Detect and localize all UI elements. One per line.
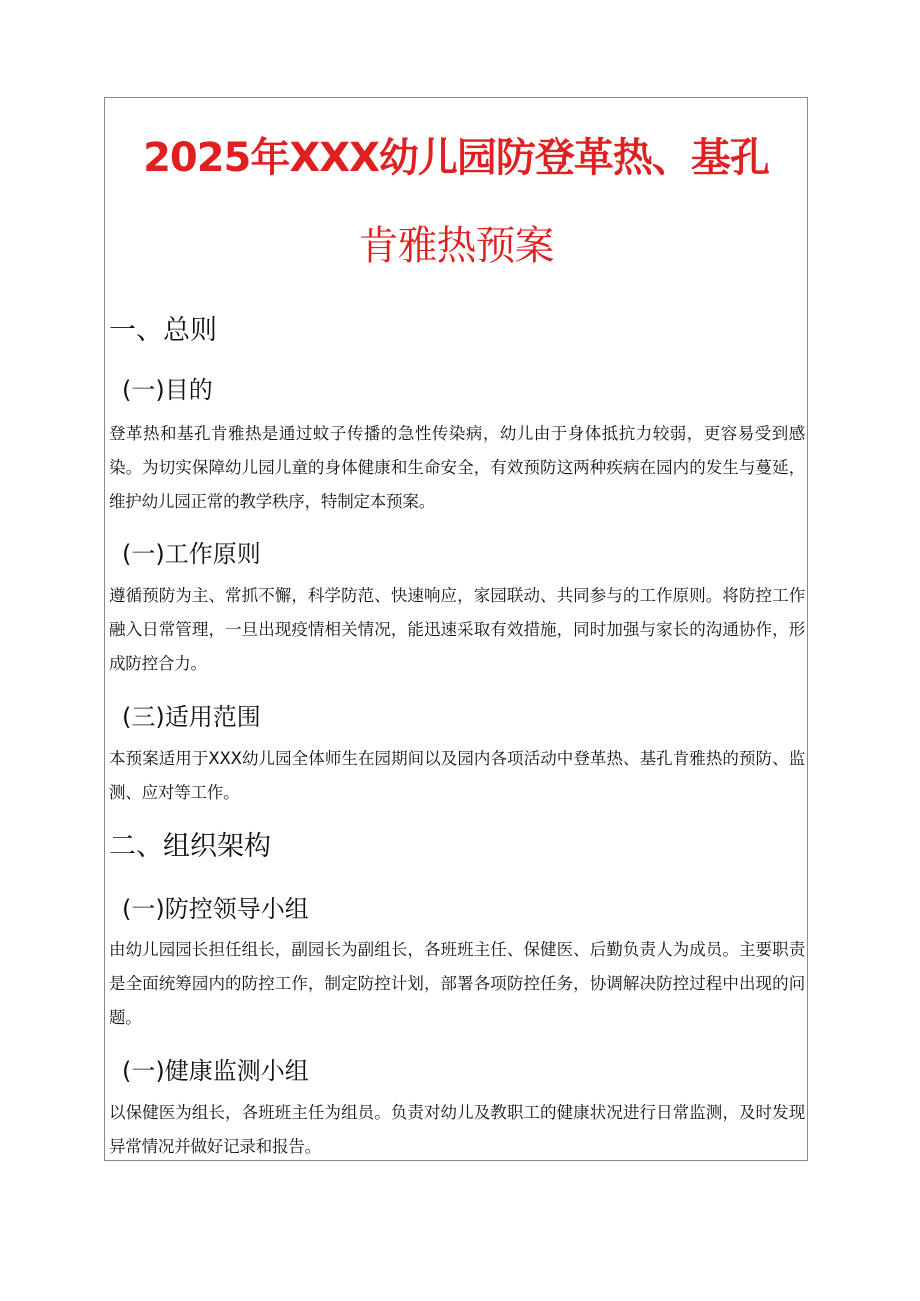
subsection-heading-principles: (一)工作原则 (122, 540, 261, 568)
section-heading-general: 一、总则 (109, 315, 217, 346)
paragraph-principles: 遵循预防为主、常抓不懈，科学防范、快速响应，家园联动、共同参与的工作原则。将防控工作融入日常管理，一旦出现疫情相关情况，能迅速采取有效措施，同时加强与家长的沟通协作，形成防控合力。 (109, 586, 805, 673)
document-title-line-2: 肯雅热预案 (358, 223, 554, 269)
document-page (104, 97, 808, 1161)
paragraph-purpose: 登革热和基孔肯雅热是通过蚊子传播的急性传染病，幼儿由于身体抵抗力较弱，更容易受到感染。为切实保障幼儿园儿童的身体健康和生命安全，有效预防这两种疾病在园内的发生与蔓延，维护幼儿园正常的教学秩序，特制定本预案。 (109, 424, 805, 511)
subsection-heading-health-monitoring-group: (一)健康监测小组 (122, 1057, 309, 1085)
section-heading-organization: 二、组织架构 (109, 831, 271, 862)
subsection-heading-leadership-group: (一)防控领导小组 (122, 895, 309, 923)
paragraph-leadership-group: 由幼儿园园长担任组长，副园长为副组长，各班班主任、保健医、后勤负责人为成员。主要职责是全面统筹园内的防控工作，制定防控计划，部署各项防控任务，协调解决防控过程中出现的问题。 (109, 940, 805, 1027)
subsection-heading-scope: (三)适用范围 (122, 703, 261, 731)
subsection-heading-purpose: (一)目的 (122, 376, 213, 404)
paragraph-health-monitoring-group: 以保健医为组长，各班班主任为组员。负责对幼儿及教职工的健康状况进行日常监测，及时发现异常情况并做好记录和报告。 (109, 1103, 805, 1156)
document-title-line-1: 2025年XXX幼儿园防登革热、基孔 (143, 135, 769, 181)
paragraph-scope: 本预案适用于XXX幼儿园全体师生在园期间以及园内各项活动中登革热、基孔肯雅热的预防、监测、应对等工作。 (109, 749, 805, 802)
